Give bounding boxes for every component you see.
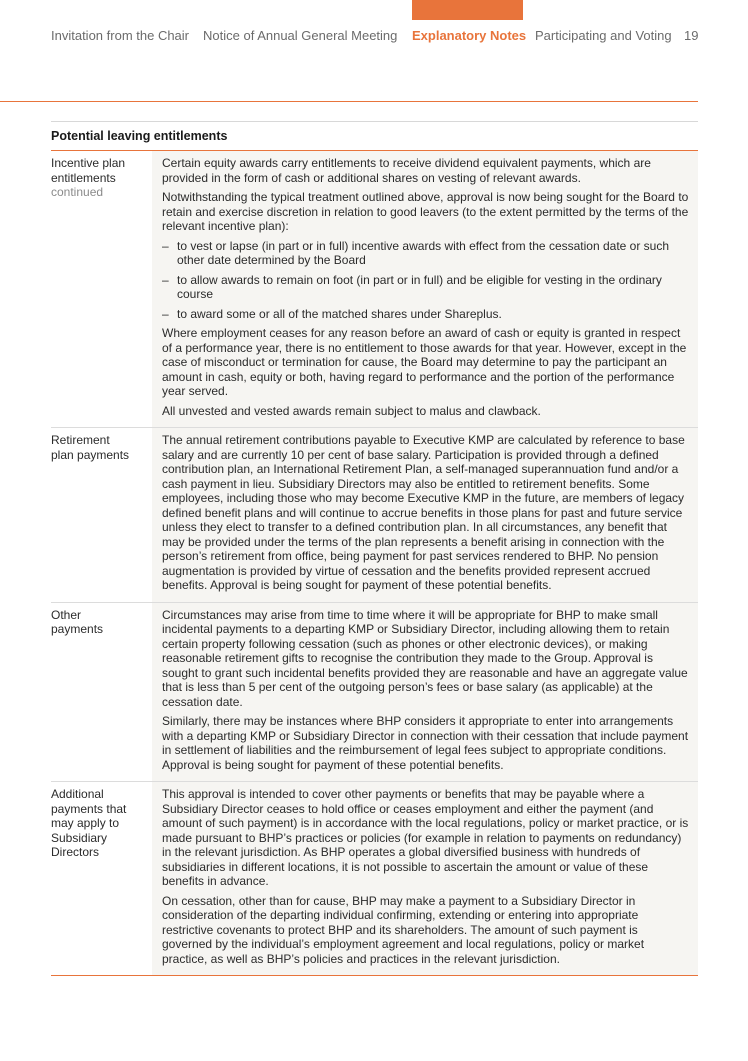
table-row [51, 427, 698, 602]
table-row [51, 781, 698, 975]
row-label-line: payments [51, 622, 104, 636]
list-item-text: to allow awards to remain on foot (in part or in full) and be eligible for vesting in the ordinary course [177, 272, 662, 301]
row-label-line: Subsidiary [51, 830, 108, 845]
list-item [162, 239, 690, 268]
row-content [152, 603, 698, 782]
list-item-text: to vest or lapse (in part or in full) incentive awards with effect from the cessation date or such other date determined by the Board [177, 238, 670, 267]
paragraph: The annual retirement contributions payable to Executive KMP are calculated by reference to base salary and are currently 10 per cent of base salary. Participation is provided through a defined contribution plan, an International Retirement Plan, a self-managed superannuation fund and/or a cash payment in lieu. Subsidiary Directors may also be entitled to retirement benefits. Some employees, including those who may become Executive KMP in the future, are members of legacy defined benefit plans and will continue to accrue benefits in those plans for past and future service unless they elect to transfer to a defined contribution plan. In all circumstances, any benefit that may be provided under the terms of the plan represents a benefit arising in connection with the person’s retirement from office, being payment for past services rendered to BHP. No pension augmentation is provided by virtue of cessation and the benefits provided represent accrued benefits. Approval is being sought for payment of these potential benefits. [162, 433, 685, 592]
row-label-line: Other [51, 607, 82, 622]
row-label-line: may apply to [51, 816, 120, 830]
section-divider [51, 121, 698, 122]
row-content [152, 151, 698, 427]
row-label-line: Retirement [51, 433, 110, 447]
dash-bullet-icon: – [162, 306, 169, 321]
list-item [162, 307, 690, 322]
nav-explanatory-notes[interactable]: Explanatory Notes [412, 28, 527, 43]
row-label [51, 603, 152, 782]
paragraph: Certain equity awards carry entitlements to receive dividend equivalent payments, which are provided in the form of cash or additional shares on vesting of relevant awards. [162, 156, 651, 185]
section-title: Potential leaving entitlements [51, 129, 228, 143]
row-label-continued: continued [51, 185, 104, 199]
row-label-line: Incentive plan [51, 156, 126, 170]
active-tab-indicator [412, 0, 523, 20]
paragraph: Where employment ceases for any reason before an award of cash or equity is granted in respect of a performance year, there is no entitlement to those awards for that year. However, except in the case of misconduct or termination for cause, the Board may determine to pay the participant an amount in cash, equity or both, having regard to performance and the portion of the performance year served. [162, 326, 687, 398]
table-row [51, 602, 698, 782]
header-divider [0, 101, 698, 102]
page-number: 19 [684, 28, 699, 43]
row-label [51, 782, 152, 975]
paragraph: This approval is intended to cover other payments or benefits that may be payable where a Subsidiary Director ceases to hold office or ceases employment and either the payment (and amount of such payment) is in accordance with the local regulations, policy or market practice, or is made pursuant to BHP’s practices or policies (for example in relation to payments on redundancy) in the relevant jurisdiction. As BHP operates a global diversified business with hundreds of subsidiaries in different locations, it is not possible to ascertain the amount or value of these benefits in advance. [162, 787, 689, 888]
row-label-line: Directors [51, 845, 100, 859]
bullet-list [162, 239, 690, 322]
entitlements-table [51, 150, 698, 976]
paragraph: Similarly, there may be instances where BHP considers it appropriate to enter into arrangements with a departing KMP or Subsidiary Director in connection with their cessation that include payment in settlement of liabilities and the reimbursement of legal fees subject to appropriate conditions. Approval is being sought for payment of these potential benefits. [162, 714, 689, 772]
nav-notice-of-agm[interactable]: Notice of Annual General Meeting [203, 28, 398, 43]
list-item-text: to award some or all of the matched shares under Shareplus. [177, 306, 502, 321]
table-row [51, 151, 698, 427]
row-label [51, 151, 152, 427]
nav-participating-and-voting[interactable]: Participating and Voting [535, 28, 672, 43]
dash-bullet-icon: – [162, 272, 169, 287]
row-label-line: Additional [51, 787, 104, 801]
row-content [152, 428, 698, 602]
paragraph: Circumstances may arise from time to time where it will be appropriate for BHP to make small incidental payments to a departing KMP or Subsidiary Director, including allowing them to retain certain property following cessation (such as phones or other electronic devices), or making reasonable retirement gifts to recognise the contribution they made to the Group. Approval is sought to grant such incidental benefits provided they are reasonable and have an aggregate value that is less than 5 per cent of the outgoing person’s fees or base salary (as applicable) at the cessation date. [162, 607, 688, 709]
paragraph: Notwithstanding the typical treatment outlined above, approval is now being sought for the Board to retain and exercise discretion in relation to good leavers (to the extent permitted by the terms of the relevant incentive plan): [162, 190, 689, 233]
paragraph: On cessation, other than for cause, BHP may make a payment to a Subsidiary Director in consideration of the departing individual confirming, extending or entering into appropriate restrictive covenants to protect BHP and its shareholders. The amount of such payment is governed by the individual’s employment agreement and local regulations, policy or market practice, as well as BHP’s policies and practices in the relevant jurisdiction. [162, 893, 645, 966]
list-item [162, 273, 690, 302]
row-label-line: plan payments [51, 447, 130, 462]
row-label [51, 428, 152, 602]
dash-bullet-icon: – [162, 238, 169, 253]
top-navigation [0, 0, 748, 60]
row-label-line: entitlements [51, 170, 116, 185]
nav-invitation-from-chair[interactable]: Invitation from the Chair [51, 28, 190, 43]
row-label-line: payments that [51, 801, 127, 816]
paragraph: All unvested and vested awards remain subject to malus and clawback. [162, 403, 541, 418]
row-content [152, 782, 698, 975]
